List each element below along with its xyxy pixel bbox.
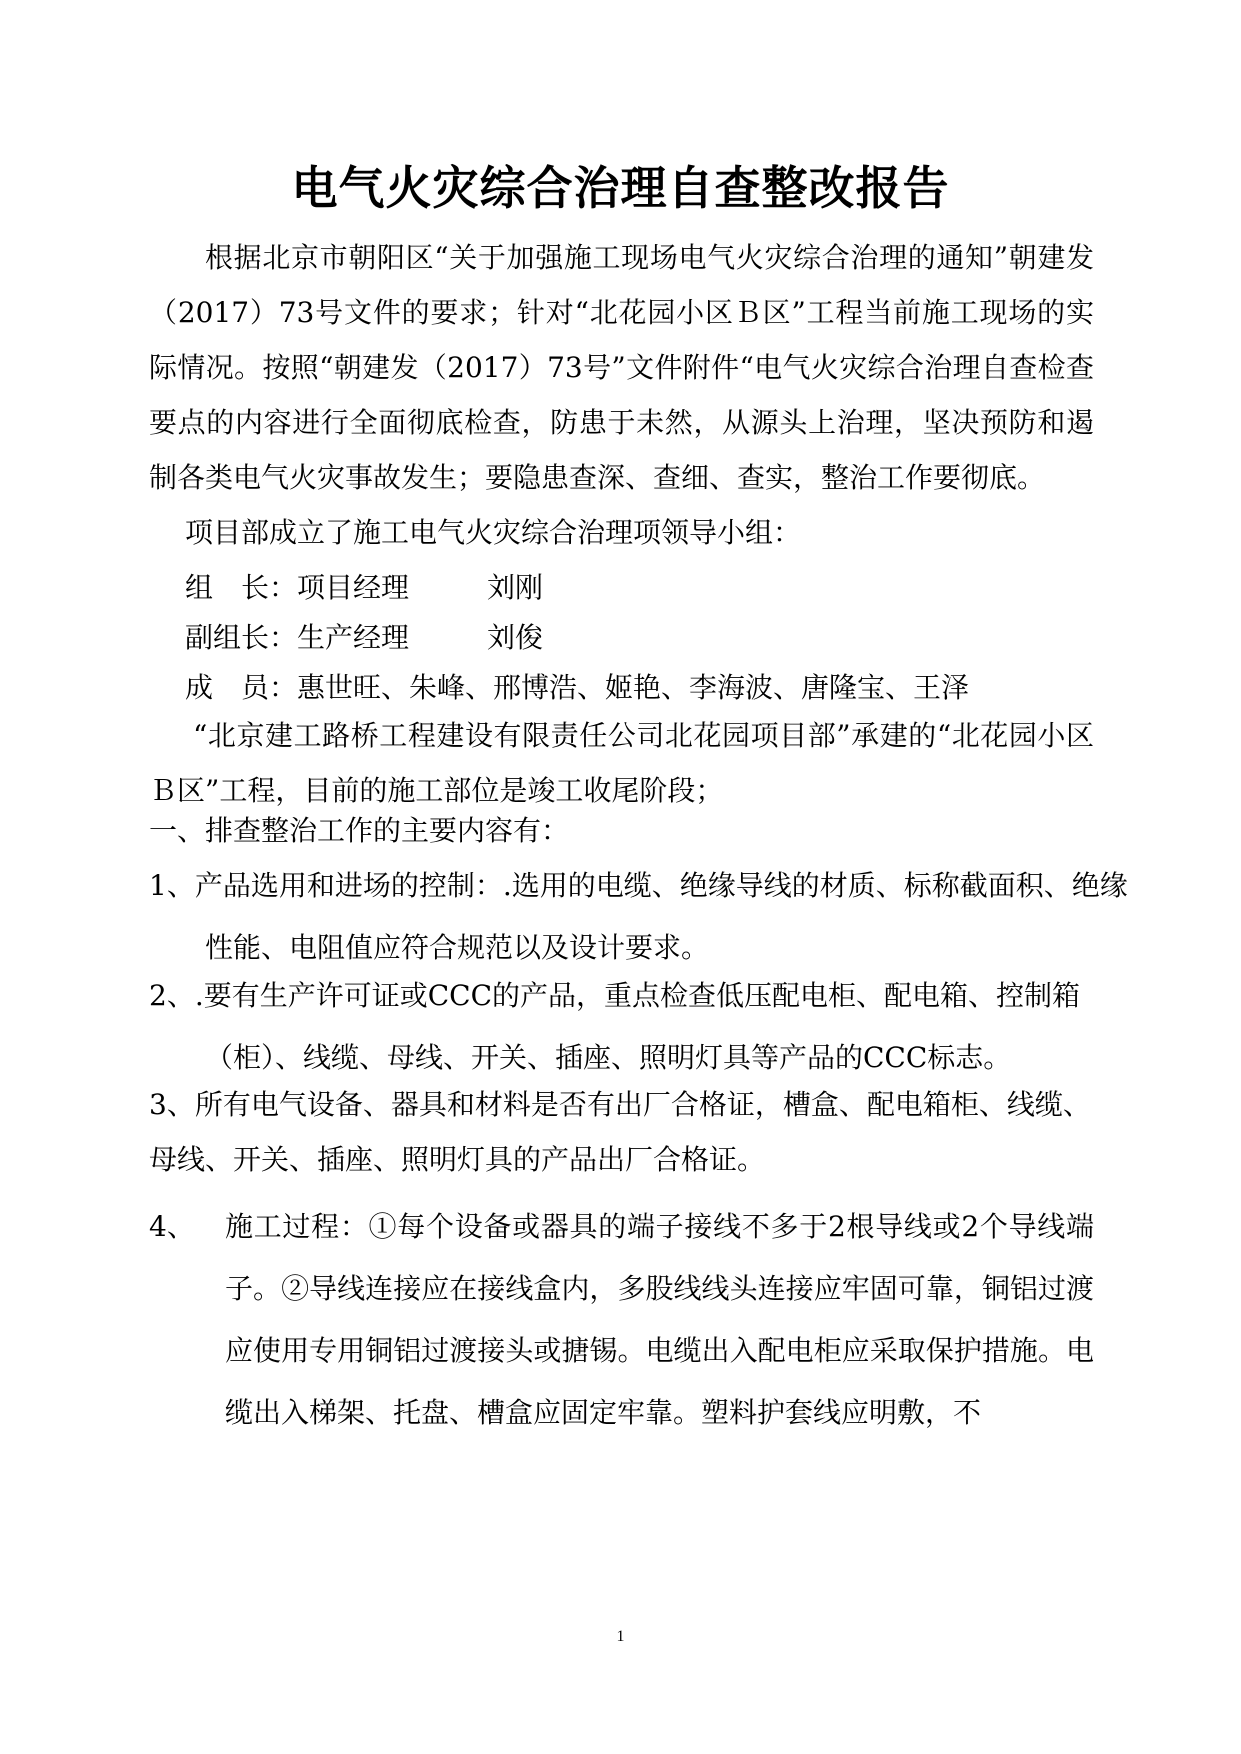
list-item-text: 施工过程：①每个设备或器具的端子接线不多于2根导线或2个导线端子。②导线连接应在接线盒内，多股线线头连接应牢固可靠，铜铝过渡应使用专用铜铝过渡接头或搪锡。电缆出入配电柜应采取保护措施。电缆出入梯架、托盘、槽盒应固定牢靠。塑料护套线应明敷，不 [225, 1210, 1094, 1429]
list-item [149, 1077, 1094, 1187]
deputy-role: 生产经理 [297, 621, 410, 654]
list-item [149, 965, 1150, 1089]
intro-paragraph: 根据北京市朝阳区“关于加强施工现场电气火灾综合治理的通知”朝建发（2017）73号文件的要求；针对“北花园小区Ｂ区”工程当前施工现场的实际情况。按照“朝建发（2017）73号”文件附件“电气火灾综合治理自查检查要点的内容进行全面彻底检查，防患于未然，从源头上治理，坚决预防和遏制各类电气火灾事故发生；要隐患查深、查细、查实，整治工作要彻底。 [149, 241, 1094, 494]
list-item-number: 1、 [149, 869, 195, 902]
list-item-text: .要有生产许可证或CCC的产品，重点检查低压配电柜、配电箱、控制箱（柜）、线缆、母线、开关、插座、照明灯具等产品的CCC标志。 [194, 979, 1081, 1074]
members-names: 惠世旺、朱峰、邢博浩、姬艳、李海波、唐隆宝、王泽 [297, 671, 970, 704]
list-item-text: 所有电气设备、器具和材料是否有出厂合格证，槽盒、配电箱柜、线缆、母线、开关、插座、照明灯具的产品出厂合格证。 [149, 1088, 1091, 1176]
leader-name: 刘刚 [487, 571, 544, 604]
members-row [185, 660, 969, 715]
list-item-number: 2、 [149, 979, 195, 1012]
deputy-label: 副组长： [185, 621, 298, 654]
page-number: 1 [616, 1628, 625, 1645]
deputy-row [185, 610, 543, 665]
leader-role: 项目经理 [297, 571, 410, 604]
leader-label: 组 长： [185, 571, 298, 604]
deputy-name: 刘俊 [487, 621, 544, 654]
section-heading: 一、排查整治工作的主要内容有： [149, 814, 570, 847]
list-item-text: 产品选用和进场的控制：.选用的电缆、绝缘导线的材质、标称截面积、绝缘性能、电阻值应符合规范以及设计要求。 [194, 869, 1128, 964]
list-item-number: 4、 [149, 1210, 195, 1243]
page-title: 电气火灾综合治理自查整改报告 [291, 161, 950, 215]
team-intro: 项目部成立了施工电气火灾综合治理项领导小组： [185, 516, 802, 549]
project-paragraph: “北京建工路桥工程建设有限责任公司北花园项目部”承建的“北花园小区Ｂ区”工程，目前的施工部位是竣工收尾阶段； [149, 719, 1094, 807]
list-item [149, 855, 1150, 979]
list-item-number: 3、 [149, 1088, 195, 1121]
list-item [149, 1196, 1094, 1444]
members-label: 成 员： [185, 671, 298, 704]
leader-row [185, 560, 543, 615]
